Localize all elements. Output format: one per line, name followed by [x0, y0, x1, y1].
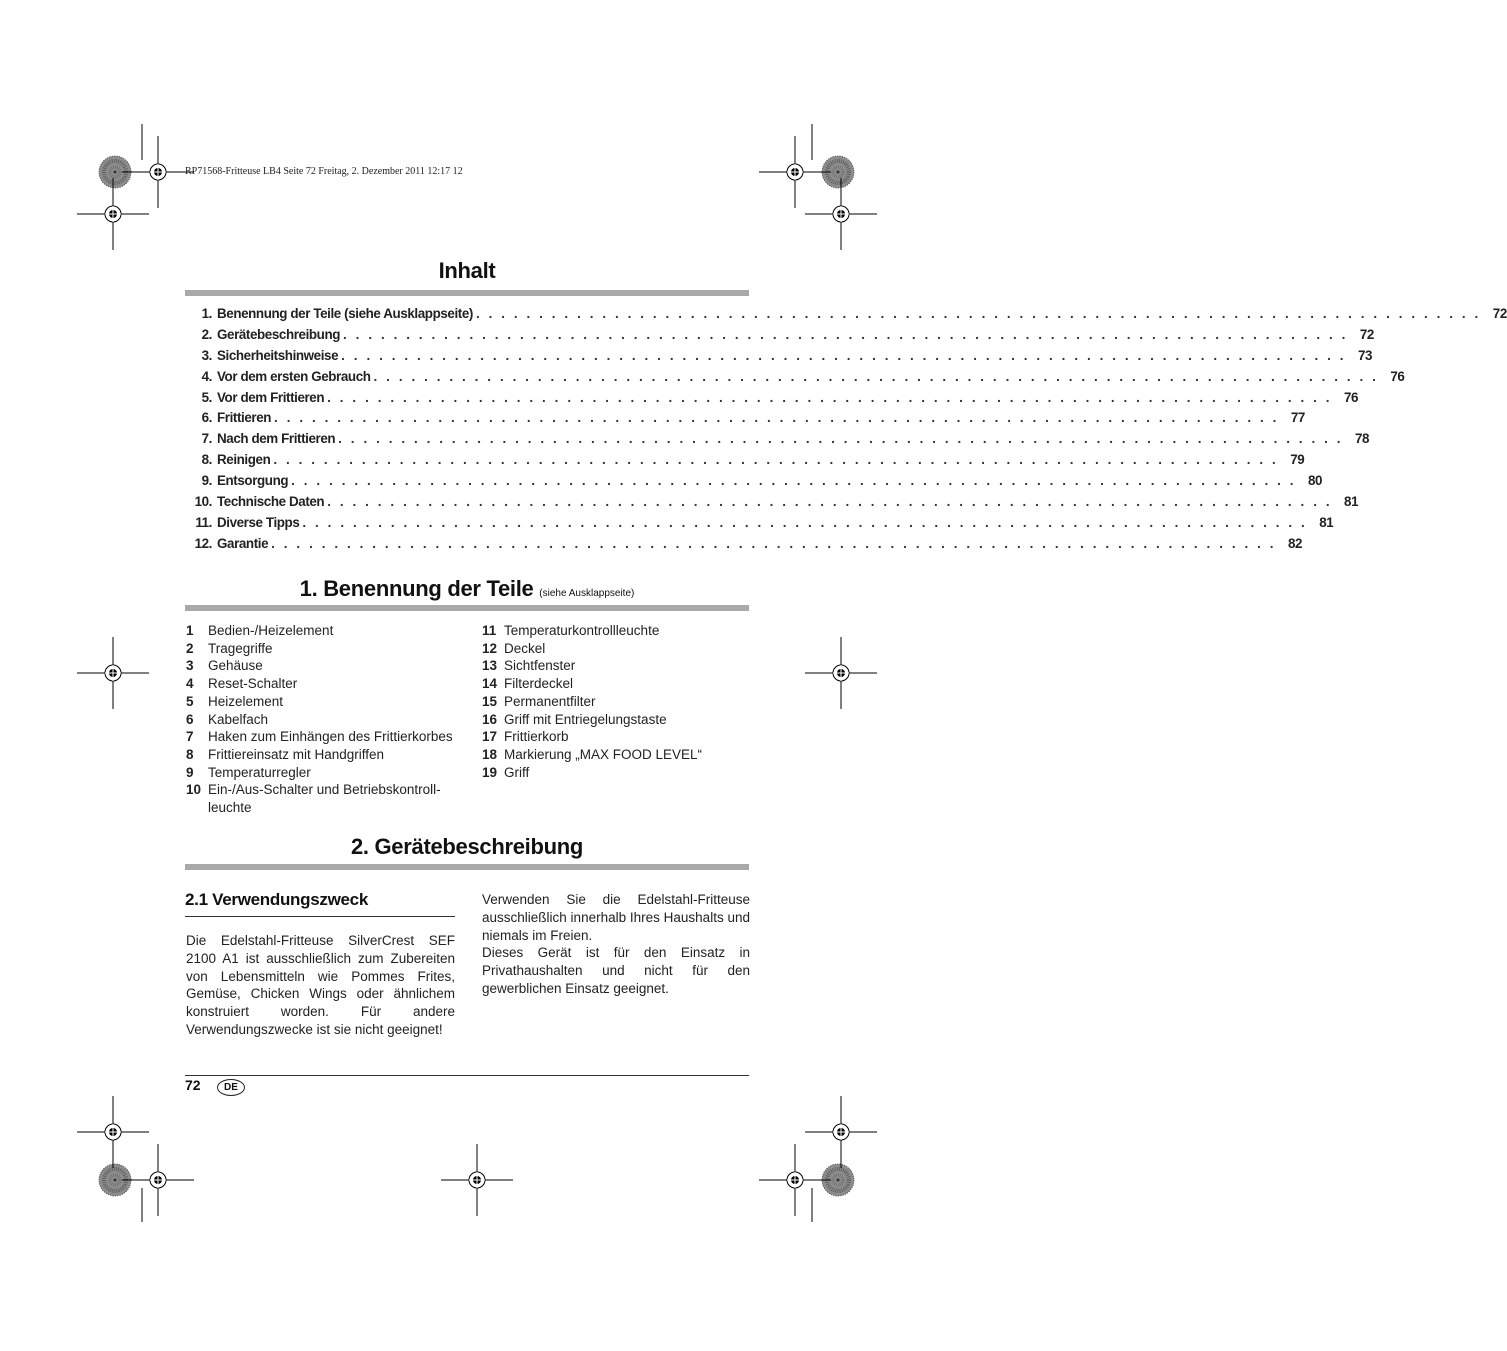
toc-entry[interactable]	[185, 535, 1303, 557]
part-number: 2	[186, 640, 194, 656]
toc-entry-title: Entsorgung	[217, 473, 289, 489]
part-number: 19	[482, 764, 498, 780]
toc-entry[interactable]	[185, 347, 1373, 369]
part-label: Bedien-/Heizelement	[208, 623, 334, 638]
parts-list-left	[186, 622, 458, 817]
part-number: 17	[482, 729, 498, 745]
part-number: 5	[186, 693, 194, 709]
part-label: Gehäuse	[208, 658, 263, 674]
part-label: Heizelement	[208, 693, 284, 709]
part-item	[482, 746, 750, 764]
toc-entry-page: 81	[1344, 494, 1359, 510]
part-number: 16	[482, 711, 498, 727]
toc-entry-page: 72	[1492, 306, 1507, 321]
section-2-title: 2. Gerätebeschreibung	[350, 834, 584, 859]
toc-entry-number: 10.	[194, 494, 212, 510]
toc-entry-number: 2.	[201, 326, 212, 342]
paragraph-intended-use	[186, 932, 455, 1039]
part-label: Temperaturregler	[208, 764, 311, 780]
toc-entry[interactable]	[185, 452, 1305, 473]
toc-entry-page: 82	[1287, 535, 1303, 551]
part-number: 13	[482, 658, 498, 674]
toc-entry[interactable]	[185, 431, 1370, 452]
part-number: 8	[186, 746, 194, 762]
toc-entry-number: 12.	[194, 535, 212, 551]
parts-list-right	[482, 622, 750, 781]
part-label: Griff	[504, 764, 530, 780]
toc-entry-page: 73	[1357, 347, 1373, 363]
toc-entry-title: Reinigen	[217, 452, 271, 468]
part-label: Permanentfilter	[504, 693, 596, 709]
part-label: Reset-Schalter	[208, 676, 298, 692]
toc-entry-title: Benennung der Teile (siehe Ausklappseite)	[217, 306, 473, 321]
part-item	[482, 764, 750, 782]
part-item	[482, 728, 750, 746]
toc-entry-title: Sicherheitshinweise	[217, 347, 339, 363]
toc-entry-page: 77	[1290, 410, 1305, 426]
toc-entry-title: Gerätebeschreibung	[217, 326, 341, 342]
part-number: 15	[482, 693, 498, 709]
table-of-contents	[185, 306, 1507, 557]
registration-crosshair-icon	[122, 1144, 194, 1216]
part-item	[186, 711, 458, 729]
part-label: Haken zum Einhängen des Frittierkorbes	[208, 729, 453, 745]
toc-leader-dots: . . . . . . . . . . . . . . . . . . . . . . . . . . . . . . . . . . . . . . . . . . . . . . . . . . . . . . . . . . . . . . . . . . . . . . . . . . . . . . . .	[373, 368, 1379, 384]
footer-divider	[185, 1075, 749, 1076]
part-label: Frittiereinsatz mit Handgriffen	[208, 746, 385, 762]
part-item	[482, 640, 750, 658]
toc-entry-page: 72	[1359, 326, 1374, 342]
toc-leader-dots: . . . . . . . . . . . . . . . . . . . . . . . . . . . . . . . . . . . . . . . . . . . . . . . . . . . . . . . . . . . . . . . . . . . . . . . . . . . . . . . .	[338, 431, 1344, 447]
toc-entry-number: 6.	[201, 410, 212, 426]
toc-leader-dots: . . . . . . . . . . . . . . . . . . . . . . . . . . . . . . . . . . . . . . . . . . . . . . . . . . . . . . . . . . . . . . . . . . . . . . . . . . . . . . . .	[327, 494, 1333, 510]
section-1-heading	[185, 576, 749, 602]
part-item	[482, 675, 750, 693]
toc-entry[interactable]	[185, 514, 1334, 536]
toc-leader-dots: . . . . . . . . . . . . . . . . . . . . . . . . . . . . . . . . . . . . . . . . . . . . . . . . . . . . . . . . . . . . . . . . . . . . . . . . . . . . . . . .	[271, 535, 1277, 551]
registration-crosshair-icon	[122, 136, 194, 208]
toc-entry-number: 9.	[201, 473, 212, 489]
registration-crosshair-icon	[77, 178, 149, 250]
subsection-underline	[185, 916, 455, 917]
paragraph-text: Die Edelstahl-Fritteuse SilverCrest SEF 2100 A1 ist ausschließlich zum Zubereiten von Lebensmitteln wie Pommes Frites, Gemüse, Chicken Wings oder ähnlichem konstruiert worden. Für andere Verwendungszwecke ist sie nicht geeignet!	[186, 933, 455, 1037]
part-item	[482, 693, 750, 711]
part-label: Markierung „MAX FOOD LEVEL“	[504, 746, 703, 762]
part-item	[186, 728, 458, 746]
part-item	[186, 657, 458, 675]
registration-crosshair-icon	[805, 178, 877, 250]
toc-leader-dots: . . . . . . . . . . . . . . . . . . . . . . . . . . . . . . . . . . . . . . . . . . . . . . . . . . . . . . . . . . . . . . . . . . . . . . . . . . . . . . . .	[343, 326, 1348, 342]
registration-crosshair-icon	[805, 1096, 877, 1168]
toc-entry[interactable]	[185, 306, 1507, 327]
toc-entry-title: Vor dem ersten Gebrauch	[217, 368, 371, 384]
toc-entry-title: Garantie	[217, 535, 269, 551]
toc-entry-number: 8.	[201, 452, 212, 468]
part-label: Ein-/Aus-Schalter und Betriebskontroll-leuchte	[208, 782, 441, 816]
toc-entry-page: 78	[1354, 431, 1370, 447]
registration-crosshair-icon	[759, 1144, 831, 1216]
toc-entry-number: 5.	[201, 389, 212, 405]
toc-leader-dots: . . . . . . . . . . . . . . . . . . . . . . . . . . . . . . . . . . . . . . . . . . . . . . . . . . . . . . . . . . . . . . . . . . . . . . . . . . . . . . . .	[302, 514, 1308, 530]
section-2-divider	[185, 864, 749, 870]
toc-entry-title: Vor dem Frittieren	[217, 389, 325, 405]
part-number: 3	[186, 658, 194, 674]
part-item	[186, 675, 458, 693]
subsection-title: 2.1 Verwendungszweck	[185, 890, 368, 909]
part-number: 4	[186, 676, 194, 692]
toc-entry-number: 1.	[201, 306, 212, 321]
section-1-title: 1. Benennung der Teile	[299, 576, 534, 601]
part-label: Tragegriffe	[208, 640, 273, 656]
paragraph-text: Verwenden Sie die Edelstahl-Fritteuse ausschließlich innerhalb Ihres Haushalts und niemals im Freien.	[482, 892, 750, 943]
toc-entry[interactable]	[185, 410, 1305, 431]
part-label: Kabelfach	[208, 711, 269, 727]
registration-crosshair-icon	[441, 1144, 513, 1216]
registration-crosshair-icon	[805, 637, 877, 709]
toc-leader-dots: . . . . . . . . . . . . . . . . . . . . . . . . . . . . . . . . . . . . . . . . . . . . . . . . . . . . . . . . . . . . . . . . . . . . . . . . . . . . . . . .	[273, 452, 1279, 468]
toc-entry-number: 11.	[195, 514, 212, 530]
toc-leader-dots: . . . . . . . . . . . . . . . . . . . . . . . . . . . . . . . . . . . . . . . . . . . . . . . . . . . . . . . . . . . . . . . . . . . . . . . . . . . . . . . .	[475, 306, 1481, 321]
part-label: Frittierkorb	[504, 729, 569, 745]
registration-crosshair-icon	[77, 1096, 149, 1168]
toc-entry-number: 4.	[201, 368, 212, 384]
toc-entry-title: Diverse Tipps	[217, 514, 300, 530]
toc-leader-dots: . . . . . . . . . . . . . . . . . . . . . . . . . . . . . . . . . . . . . . . . . . . . . . . . . . . . . . . . . . . . . . . . . . . . . . . . . . . . . . . .	[274, 410, 1279, 426]
part-label: Sichtfenster	[504, 658, 576, 674]
toc-title: Inhalt	[438, 258, 496, 283]
toc-entry-page: 80	[1307, 473, 1323, 489]
page-number: 72	[185, 1077, 201, 1093]
part-item	[186, 640, 458, 658]
part-number: 1	[186, 623, 194, 638]
part-number: 12	[482, 640, 498, 656]
toc-entry-title: Technische Daten	[217, 494, 325, 510]
part-item	[186, 764, 458, 782]
part-item	[482, 622, 750, 640]
part-item	[482, 711, 750, 729]
toc-entry[interactable]	[185, 368, 1405, 390]
toc-entry-title: Frittieren	[217, 410, 272, 426]
part-number: 11	[482, 623, 497, 638]
part-item	[186, 781, 458, 816]
toc-entry-page: 76	[1390, 368, 1405, 384]
part-label: Filterdeckel	[504, 676, 574, 692]
part-item	[482, 657, 750, 675]
toc-entry-page: 76	[1343, 389, 1359, 405]
toc-divider	[185, 290, 749, 296]
toc-entry-title: Nach dem Frittieren	[217, 431, 336, 447]
part-item	[186, 746, 458, 764]
paragraph-text: Dieses Gerät ist für den Einsatz in Privathaushalten und nicht für den gewerblichen Einsatz geeignet.	[482, 945, 750, 996]
toc-entry-number: 7.	[201, 431, 212, 447]
toc-leader-dots: . . . . . . . . . . . . . . . . . . . . . . . . . . . . . . . . . . . . . . . . . . . . . . . . . . . . . . . . . . . . . . . . . . . . . . . . . . . . . . . .	[341, 347, 1347, 363]
toc-entry[interactable]	[185, 326, 1374, 348]
paragraph-usage-notes	[482, 891, 750, 998]
part-item	[186, 693, 458, 711]
part-item	[186, 622, 458, 640]
toc-entry-page: 81	[1319, 514, 1334, 530]
part-number: 7	[186, 729, 194, 745]
toc-entry[interactable]	[185, 494, 1359, 515]
toc-leader-dots: . . . . . . . . . . . . . . . . . . . . . . . . . . . . . . . . . . . . . . . . . . . . . . . . . . . . . . . . . . . . . . . . . . . . . . . . . . . . . . . .	[291, 473, 1297, 489]
toc-leader-dots: . . . . . . . . . . . . . . . . . . . . . . . . . . . . . . . . . . . . . . . . . . . . . . . . . . . . . . . . . . . . . . . . . . . . . . . . . . . . . . . .	[327, 389, 1333, 405]
part-label: Deckel	[504, 640, 546, 656]
toc-entry[interactable]	[185, 473, 1323, 494]
part-number: 14	[482, 676, 498, 692]
section-1-divider	[185, 605, 749, 611]
section-1-subtitle: (siehe Ausklappseite)	[539, 588, 635, 599]
part-number: 18	[482, 746, 498, 762]
registration-crosshair-icon	[77, 637, 149, 709]
registration-crosshair-icon	[759, 136, 831, 208]
print-slug-header: RP71568-Fritteuse LB4 Seite 72 Freitag, 2. Dezember 2011 12:17 12	[185, 166, 463, 177]
part-number: 9	[186, 764, 194, 780]
toc-entry[interactable]	[185, 389, 1359, 411]
toc-entry-page: 79	[1290, 452, 1305, 468]
language-badge: DE	[217, 1079, 245, 1096]
part-label: Griff mit Entriegelungstaste	[504, 711, 667, 727]
part-number: 6	[186, 711, 194, 727]
part-label: Temperaturkontrollleuchte	[504, 623, 660, 638]
toc-entry-number: 3.	[201, 347, 212, 363]
part-number: 10	[186, 782, 202, 798]
